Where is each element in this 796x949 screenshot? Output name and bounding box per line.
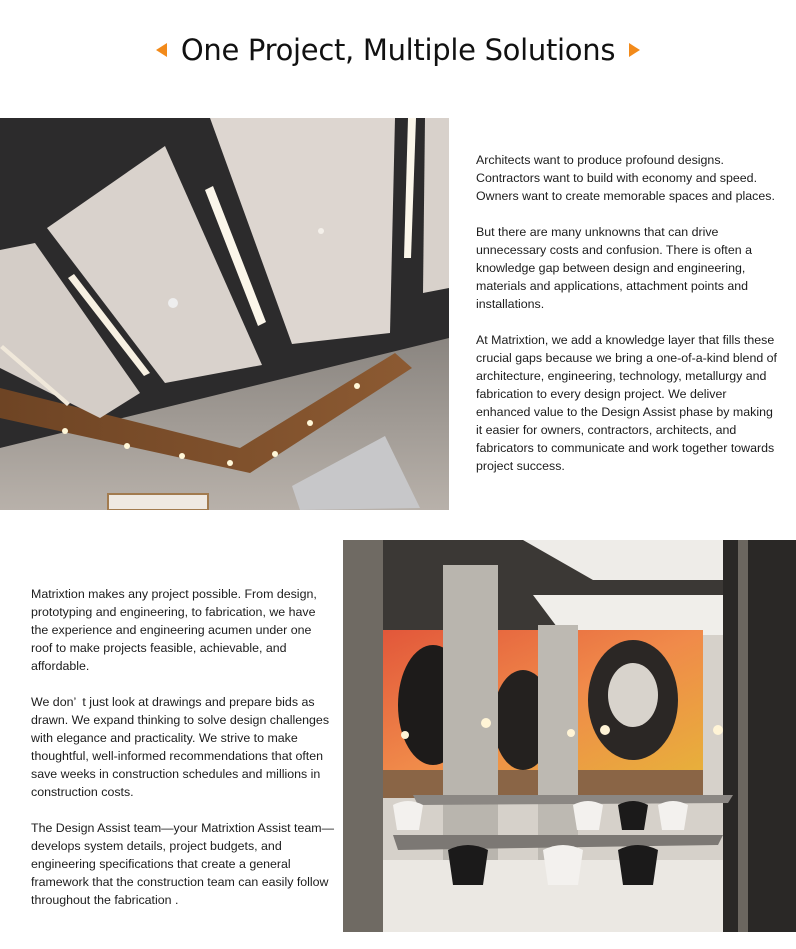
- cafeteria-illustration: [343, 540, 796, 932]
- capabilities-text-block: [31, 585, 336, 927]
- triangle-right-icon: [629, 43, 640, 57]
- page-title: One Project, Multiple Solutions: [180, 33, 616, 67]
- ceiling-panels-photo: [0, 118, 449, 510]
- paragraph: Architects want to produce profound designs. Contractors want to build with economy and speed. Owners want to create memorable spaces and places.: [476, 153, 775, 203]
- intro-text-block: [476, 151, 781, 493]
- paragraph: But there are many unknowns that can drive unnecessary costs and confusion. There is often a knowledge gap between design and engineering, materials and applications, attachment points and installations.: [476, 225, 752, 311]
- paragraph: The Design Assist team—your Matrixtion Assist team—develops system details, project budgets, and engineering specifications that create a general framework that the construction team can easily follow throughout the fabrication .: [31, 821, 334, 907]
- ceiling-illustration: [0, 118, 449, 510]
- cafeteria-photo: [343, 540, 796, 932]
- paragraph: At Matrixtion, we add a knowledge layer that fills these crucial gaps because we bring a one-of-a-kind blend of architecture, engineering, technology, metallurgy and fabrication to every design project. We deliver enhanced value to the Design Assist phase by making it easier for owners, contractors, architects, and fabricators to communicate and work together towards project success.: [476, 333, 777, 473]
- paragraph: We don’ t just look at drawings and prepare bids as drawn. We expand thinking to solve design challenges with elegance and practicality. We strive to make thoughtful, well-informed recommendations that often save weeks in construction schedules and millions in construction costs.: [31, 695, 330, 799]
- triangle-left-icon: [156, 43, 167, 57]
- paragraph: Matrixtion makes any project possible. From design, prototyping and engineering, to fabrication, we have the experience and engineering acumen under one roof to make projects feasible, achievable, and affordable.: [31, 587, 317, 673]
- section-header: [0, 28, 796, 72]
